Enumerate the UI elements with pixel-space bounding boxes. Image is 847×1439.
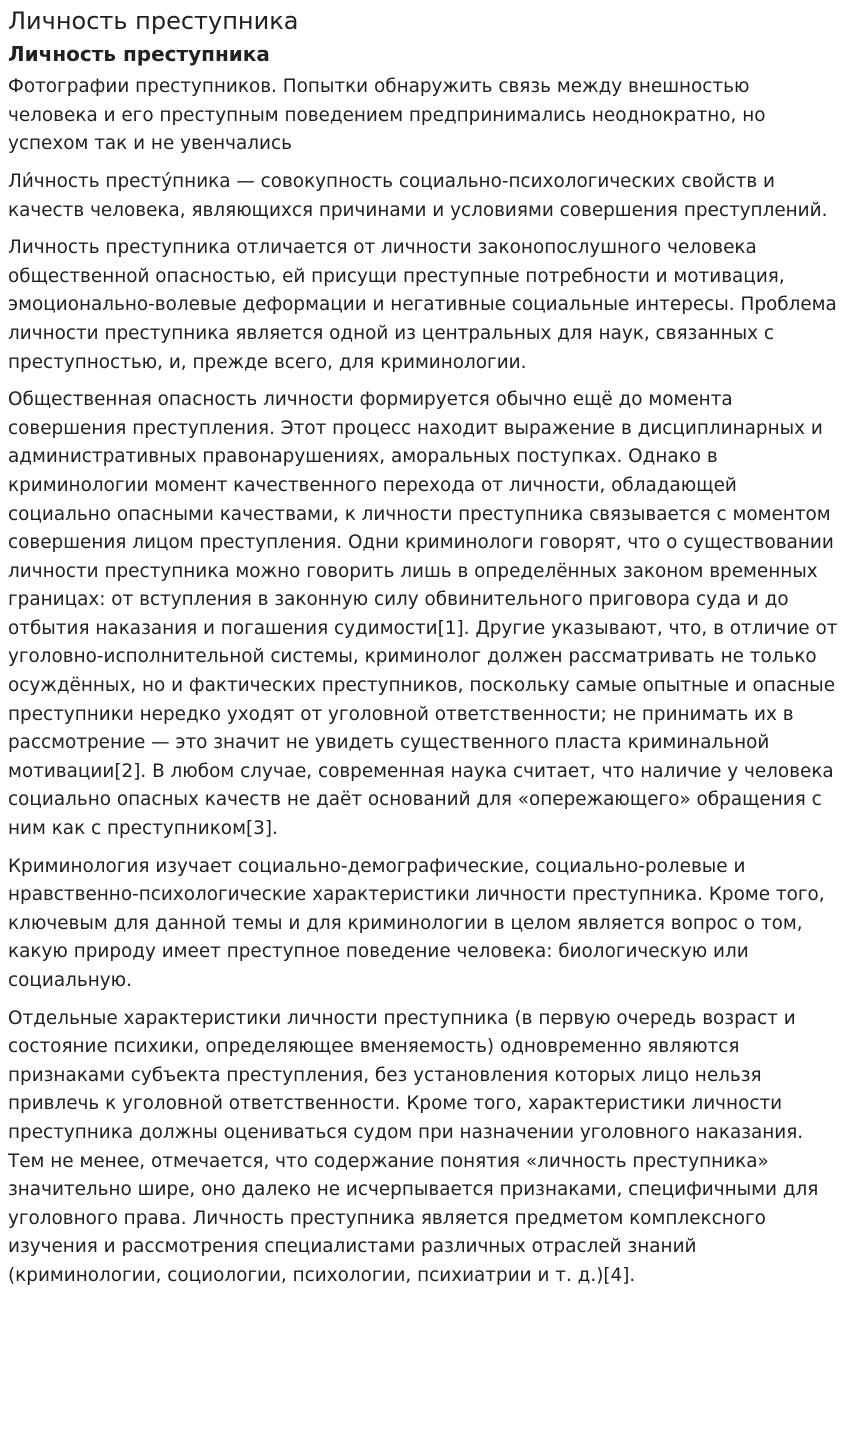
image-caption-paragraph: Фотографии преступников. Попытки обнаружить связь между внешностью человека и его преступным поведением предпринимались неоднократно, но успехом так и не увенчались bbox=[8, 76, 766, 155]
definition-paragraph: Ли́чность престу́пника — совокупность социально-психологических свойств и качеств человека, являющихся причинами и условиями совершения преступлений. bbox=[8, 170, 828, 221]
article-title: Личность преступника bbox=[8, 42, 270, 67]
page-title: Личность преступника bbox=[8, 7, 299, 35]
body-paragraph: Личность преступника отличается от личности законопослушного человека общественной опасностью, ей присущи преступные потребности и мотивация, эмоционально-волевые деформации и негативные социальные интересы. Проблема личности преступника является одной из центральных для наук, связанных с преступностью, и, прежде всего, для криминологии. bbox=[8, 237, 837, 373]
body-paragraph: Общественная опасность личности формируется обычно ещё до момента совершения преступления. Этот процесс находит выражение в дисциплинарных и административных правонарушениях, аморальных поступках. Однако в криминологии момент качественного перехода от личности, обладающей социально опасными качествами, к личности преступника связывается с моментом совершения лицом преступления. Одни криминологи говорят, что о существовании личности преступника можно говорить лишь в определённых законом временных границах: от вступления в законную силу обвинительного приговора суда и до отбытия наказания и погашения судимости[1]. Другие указывают, что, в отличие от уголовно-исполнительной системы, криминолог должен рассматривать не только осуждённых, но и фактических преступников, поскольку самые опытные и опасные преступники нередко уходят от уголовной ответственности; не принимать их в рассмотрение — это значит не увидеть существенного пласта криминальной мотивации[2]. В любом случае, современная наука считает, что наличие у человека социально опасных качеств не даёт оснований для «опережающего» обращения с ним как с преступником[3]. bbox=[8, 389, 838, 840]
body-paragraph: Отдельные характеристики личности преступника (в первую очередь возраст и состояние психики, определяющее вменяемость) одновременно являются признаками субъекта преступления, без установления которых лицо нельзя привлечь к уголовной ответственности. Кроме того, характеристики личности преступника должны оцениваться судом при назначении уголовного наказания. Тем не менее, отмечается, что содержание понятия «личность преступника» значительно шире, оно далеко не исчерпывается признаками, специфичными для уголовного права. Личность преступника является предметом комплексного изучения и рассмотрения специалистами различных отраслей знаний (криминологии, социологии, психологии, психиатрии и т. д.)[4]. bbox=[8, 1007, 819, 1286]
body-paragraph: Криминология изучает социально-демографические, социально-ролевые и нравственно-психологические характеристики личности преступника. Кроме того, ключевым для данной темы и для криминологии в целом является вопрос о том, какую природу имеет преступное поведение человека: биологическую или социальную. bbox=[8, 855, 825, 991]
